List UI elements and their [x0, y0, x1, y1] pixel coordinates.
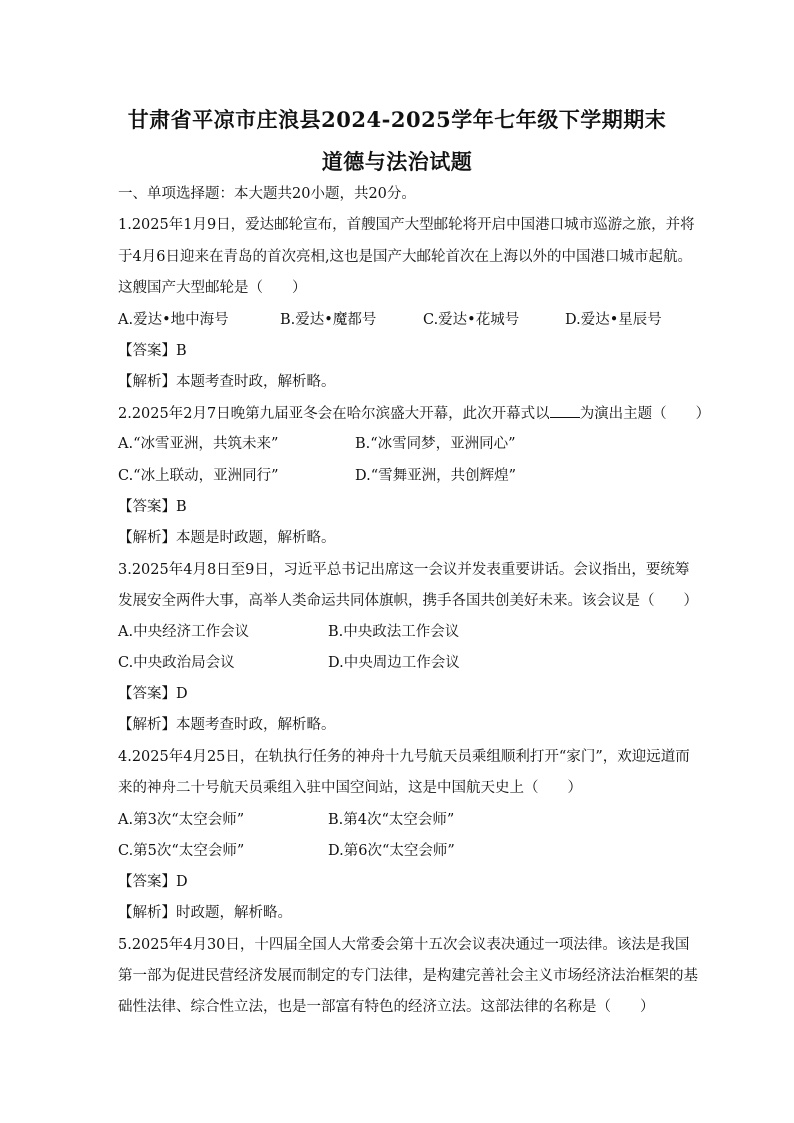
question-3-option-c: C.中央政治局会议 — [118, 655, 235, 671]
question-1-analysis: 【解析】本题考查时政，解析略。 — [118, 374, 336, 390]
question-3-analysis: 【解析】本题考查时政，解析略。 — [118, 717, 336, 733]
question-5-line-3: 础性法律、综合性立法，也是一部富有特色的经济立法。这部法律的名称是（ ） — [118, 999, 655, 1015]
question-3-line-1: 3.2025年4月8日至9日，习近平总书记出席这一会议并发表重要讲话。会议指出，要统筹 — [118, 562, 690, 578]
question-4-line-2: 来的神舟二十号航天员乘组入驻中国空间站，这是中国航天史上（ ） — [118, 780, 582, 796]
question-1-option-b: B.爱达•魔都号 — [280, 312, 377, 328]
question-3-option-b: B.中央政法工作会议 — [328, 624, 460, 640]
question-4-option-b: B.第4次“太空会师” — [328, 812, 455, 828]
question-2-text-after-blank: 为演出主题（ ） — [579, 406, 711, 422]
question-2-option-b: B.“冰雪同梦，亚洲同心” — [355, 436, 516, 452]
question-4-option-a: A.第3次“太空会师” — [118, 812, 245, 828]
question-1-line-3: 这艘国产大型邮轮是（ ） — [118, 280, 307, 296]
question-3-line-2: 发展安全两件大事，高举人类命运共同体旗帜，携手各国共创美好未来。该会议是（ ） — [118, 593, 698, 609]
question-4-analysis: 【解析】时政题，解析略。 — [118, 905, 292, 921]
question-2-option-a: A.“冰雪亚洲，共筑未来” — [118, 436, 279, 452]
question-4-answer: 【答案】D — [118, 874, 188, 890]
section-heading: 一、单项选择题：本大题共20小题，共20分。 — [118, 186, 416, 202]
question-5-line-1: 5.2025年4月30日，十四届全国人大常委会第十五次会议表决通过一项法律。该法是我国 — [118, 937, 690, 953]
question-3-option-a: A.中央经济工作会议 — [118, 624, 250, 640]
question-4-option-d: D.第6次“太空会师” — [328, 843, 455, 859]
question-2-blank — [550, 403, 580, 418]
question-2-option-c: C.“冰上联动，亚洲同行” — [118, 468, 279, 484]
question-1-line-2: 于4月6日迎来在青岛的首次亮相,这也是国产大邮轮首次在上海以外的中国港口城市起航。 — [118, 249, 693, 265]
question-2-answer: 【答案】B — [118, 499, 187, 515]
question-1-line-1: 1.2025年1月9日，爱达邮轮宣布，首艘国产大型邮轮将开启中国港口城市巡游之旅，并将 — [118, 217, 695, 233]
question-2-text-before-blank: 2.2025年2月7日晚第九届亚冬会在哈尔滨盛大开幕，此次开幕式以 — [118, 406, 550, 422]
question-3-option-d: D.中央周边工作会议 — [328, 655, 460, 671]
question-2-analysis: 【解析】本题是时政题，解析略。 — [118, 530, 336, 546]
exam-title: 甘肃省平凉市庄浪县2024-2025学年七年级下学期期末 — [127, 107, 667, 132]
question-4-line-1: 4.2025年4月25日，在轨执行任务的神舟十九号航天员乘组顺利打开“家门”，欢迎远道而 — [118, 749, 690, 765]
question-3-answer: 【答案】D — [118, 686, 188, 702]
question-2-line-1 — [118, 403, 710, 424]
question-5-line-2: 第一部为促进民营经济发展而制定的专门法律，是构建完善社会主义市场经济法治框架的基 — [118, 968, 698, 984]
exam-subtitle: 道德与法治试题 — [321, 149, 473, 174]
question-1-answer: 【答案】B — [118, 343, 187, 359]
question-1-option-c: C.爱达•花城号 — [423, 312, 520, 328]
question-1-option-d: D.爱达•星辰号 — [565, 312, 662, 328]
question-4-option-c: C.第5次“太空会师” — [118, 843, 245, 859]
question-1-option-a: A.爱达•地中海号 — [118, 312, 229, 328]
question-2-option-d: D.“雪舞亚洲，共创辉煌” — [355, 468, 517, 484]
